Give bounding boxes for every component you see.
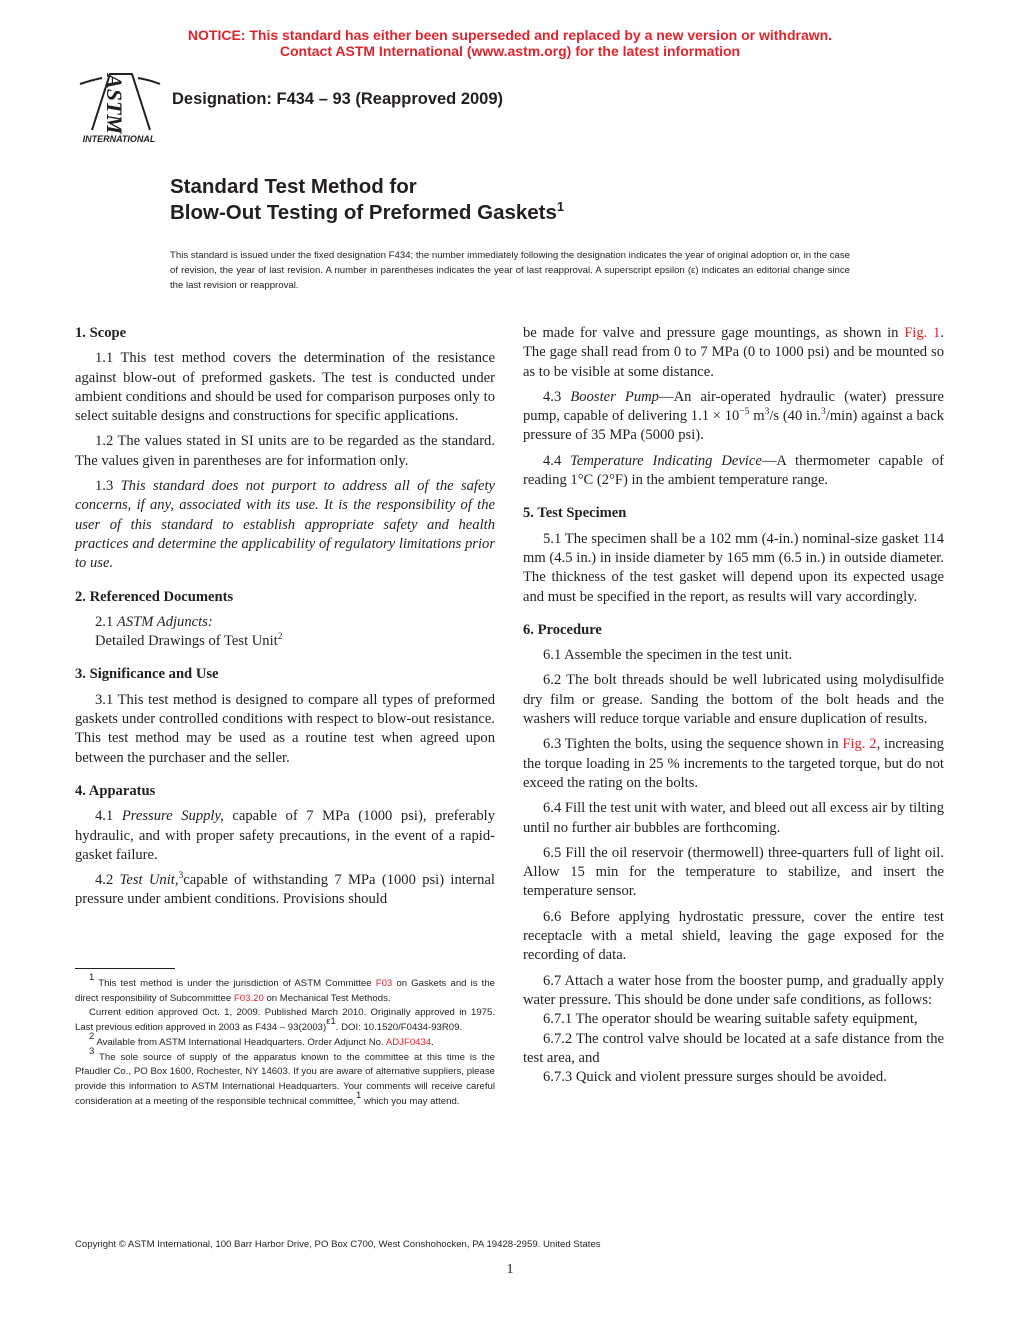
para-1-3: 1.3 This standard does not purport to address all of the safety concerns, if any, associated with its use. It is the responsibility of the user of this standard to establish appropriate safety and health practices and determine the applicability of regulatory limitations prior to use.	[75, 478, 495, 572]
footnotes	[75, 972, 495, 1109]
notice-line-1: NOTICE: This standard has either been superseded and replaced by a new version or withdrawn.	[187, 27, 833, 43]
left-column	[75, 324, 495, 916]
title-line-1: Standard Test Method for	[170, 175, 417, 198]
para-6-7-1: 6.7.1 The operator should be wearing suitable safety equipment,	[543, 1011, 918, 1028]
para-1-1: 1.1 This test method covers the determination of the resistance against blow-out of preformed gaskets. The test is conducted under ambient conditions and should be used for comparison purposes only to select suitable designs and constructions for specific applications.	[75, 350, 495, 425]
logo-mark-text: ASTM	[102, 74, 127, 134]
document-title	[170, 174, 564, 226]
link-fig-2[interactable]: Fig. 2	[842, 736, 877, 753]
adjunct-item: Detailed Drawings of Test Unit$^2$	[95, 632, 283, 650]
para-6-7: 6.7 Attach a water hose from the booster pump, and gradually apply water pressure. This should be done under safe conditions, as follows:	[523, 972, 944, 1008]
right-column	[523, 324, 944, 1093]
notice-line-2: Contact ASTM International (www.astm.org) for the latest information	[279, 43, 741, 59]
para-1-2: 1.2 The values stated in SI units are to be regarded as the standard. The values given in parentheses are for information only.	[75, 433, 495, 469]
footnote-1-edition: Current edition approved Oct. 1, 2009. Published March 2010. Originally approved in 1975. Last previous edition approved in 2003 as $F434 - 93(2003)^{\varepsilon 1}$. DOI: 10.1520/F0434-93R09.	[75, 1007, 495, 1034]
footnote-3: $^3$ The sole source of supply of the apparatus known to the committee at this time is the Pfaudler Co., PO Box 1600, Rochester, NY 14603. If you are aware of alternative suppliers, please provide this information to ASTM International Headquarters. Your comments will receive careful consideration at a meeting of the responsible technical committee,$^1$ which you may attend.	[75, 1045, 495, 1107]
link-adjunct[interactable]: ADJF0434	[385, 1036, 432, 1048]
section-6-heading: 6. Procedure	[523, 621, 602, 638]
para-5-1: 5.1 The specimen shall be a 102 mm (4-in.) nominal-size gasket 114 mm (4.5 in.) in inside diameter by 165 mm (6.5 in.) in outside diameter. The thickness of the test gasket will depend upon its expected usage and must be specified in the report, as results will vary accordingly.	[523, 530, 944, 605]
copyright-footer: Copyright © ASTM International, 100 Barr Harbor Drive, PO Box C700, West Conshohocken, PA 19428-2959. United States	[75, 1239, 601, 1250]
para-4-4: 4.4 Temperature Indicating Device—A thermometer capable of reading 1°C (2°F) in the ambient temperature range.	[523, 452, 944, 489]
title-footnote-mark: 1	[556, 199, 565, 214]
para-6-2: 6.2 The bolt threads should be well lubricated using molydisulfide dry film or grease. Sanding the bottom of the bolt heads and the washers will reduce torque variable and ensure duplication of results.	[523, 672, 944, 728]
link-fig-1[interactable]: Fig. 1	[904, 325, 941, 341]
section-2-heading: 2. Referenced Documents	[75, 588, 234, 605]
para-6-4: 6.4 Fill the test unit with water, and bleed out all excess air by tilting until no further air bubbles are forthcoming.	[523, 800, 944, 836]
section-5-heading: 5. Test Specimen	[523, 505, 627, 522]
designation: Designation: F434 – 93 (Reapproved 2009)	[172, 90, 504, 108]
para-6-3: 6.3 Tighten the bolts, using the sequence shown in Fig. 2, increasing the torque loading in 25 % increments to the targeted torque, but do not exceed the rating on the bolts.	[523, 736, 944, 791]
para-4-2: 4.2 Test Unit,$^3$capable of withstanding 7 MPa (1000 psi) internal pressure under ambient conditions. Provisions should	[75, 871, 495, 908]
page-number: 1	[506, 1262, 514, 1277]
footnote-1: $^1$ This test method is under the jurisdiction of ASTM Committee F03 on Gaskets and is the direct responsibility of Subcommittee F03.20 on Mechanical Test Methods.	[75, 972, 495, 1004]
withdrawal-notice	[0, 27, 1020, 59]
section-1-heading: 1. Scope	[75, 325, 127, 341]
para-4-1: 4.1 Pressure Supply, capable of 7 MPa (1000 psi), preferably hydraulic, and with proper safety precautions, in the event of a rapid-gasket failure.	[75, 808, 496, 863]
para-4-2-continued: be made for valve and pressure gage mountings, as shown in Fig. 1. The gage shall read from 0 to 7 MPa (0 to 1000 psi) and be mounted so as to be visible at some distance.	[523, 325, 944, 380]
para-6-7-3: 6.7.3 Quick and violent pressure surges should be avoided.	[543, 1069, 887, 1086]
para-6-5: 6.5 Fill the oil reservoir (thermowell) three-quarters full of light oil. Allow 15 min for the temperature to stabilize, and insert the temperature sensor.	[523, 844, 944, 900]
section-4-heading: 4. Apparatus	[75, 782, 156, 799]
para-4-3: 4.3 Booster Pump—An air-operated hydraulic (water) pressure pump, capable of delivering $1.1 \times 10^{-5}$ $m^3/s$ (40 in.$^3$/min) against a back pressure of 35 MPa (5000 psi).	[523, 388, 945, 444]
logo-international-text: INTERNATIONAL	[82, 134, 156, 144]
issued-note: This standard is issued under the fixed designation F434; the number immediately following the designation indicates the year of original adoption or, in the case of revision, the year of last revision. A number in parentheses indicates the year of last reapproval. A superscript epsilon (ε) indicates an editorial change since the last revision or reapproval.	[170, 250, 850, 291]
para-6-6: 6.6 Before applying hydrostatic pressure, cover the entire test receptacle with a metal shield, leaving the gage exposed for the recording of data.	[523, 908, 944, 964]
astm-logo	[72, 70, 166, 146]
footnote-divider	[75, 968, 175, 969]
title-line-2: Blow-Out Testing of Preformed Gaskets$^1$	[170, 199, 565, 224]
para-6-1: 6.1 Assemble the specimen in the test unit.	[543, 647, 793, 664]
link-f03[interactable]: F03	[375, 978, 393, 989]
link-f03-20[interactable]: F03.20	[233, 992, 264, 1004]
para-6-7-2: 6.7.2 The control valve should be located at a safe distance from the test area, and	[523, 1030, 944, 1066]
para-3-1: 3.1 This test method is designed to compare all types of preformed gaskets under controlled conditions with respect to blow-out resistance. This test method may be used as a routine test when agreed upon between the purchaser and the seller.	[75, 691, 495, 766]
section-3-heading: 3. Significance and Use	[75, 666, 219, 683]
para-2-1: 2.1 ASTM Adjuncts:	[95, 613, 213, 630]
footnote-2: $^2$ Available from ASTM International Headquarters. Order Adjunct No. ADJF0434.	[89, 1030, 434, 1048]
